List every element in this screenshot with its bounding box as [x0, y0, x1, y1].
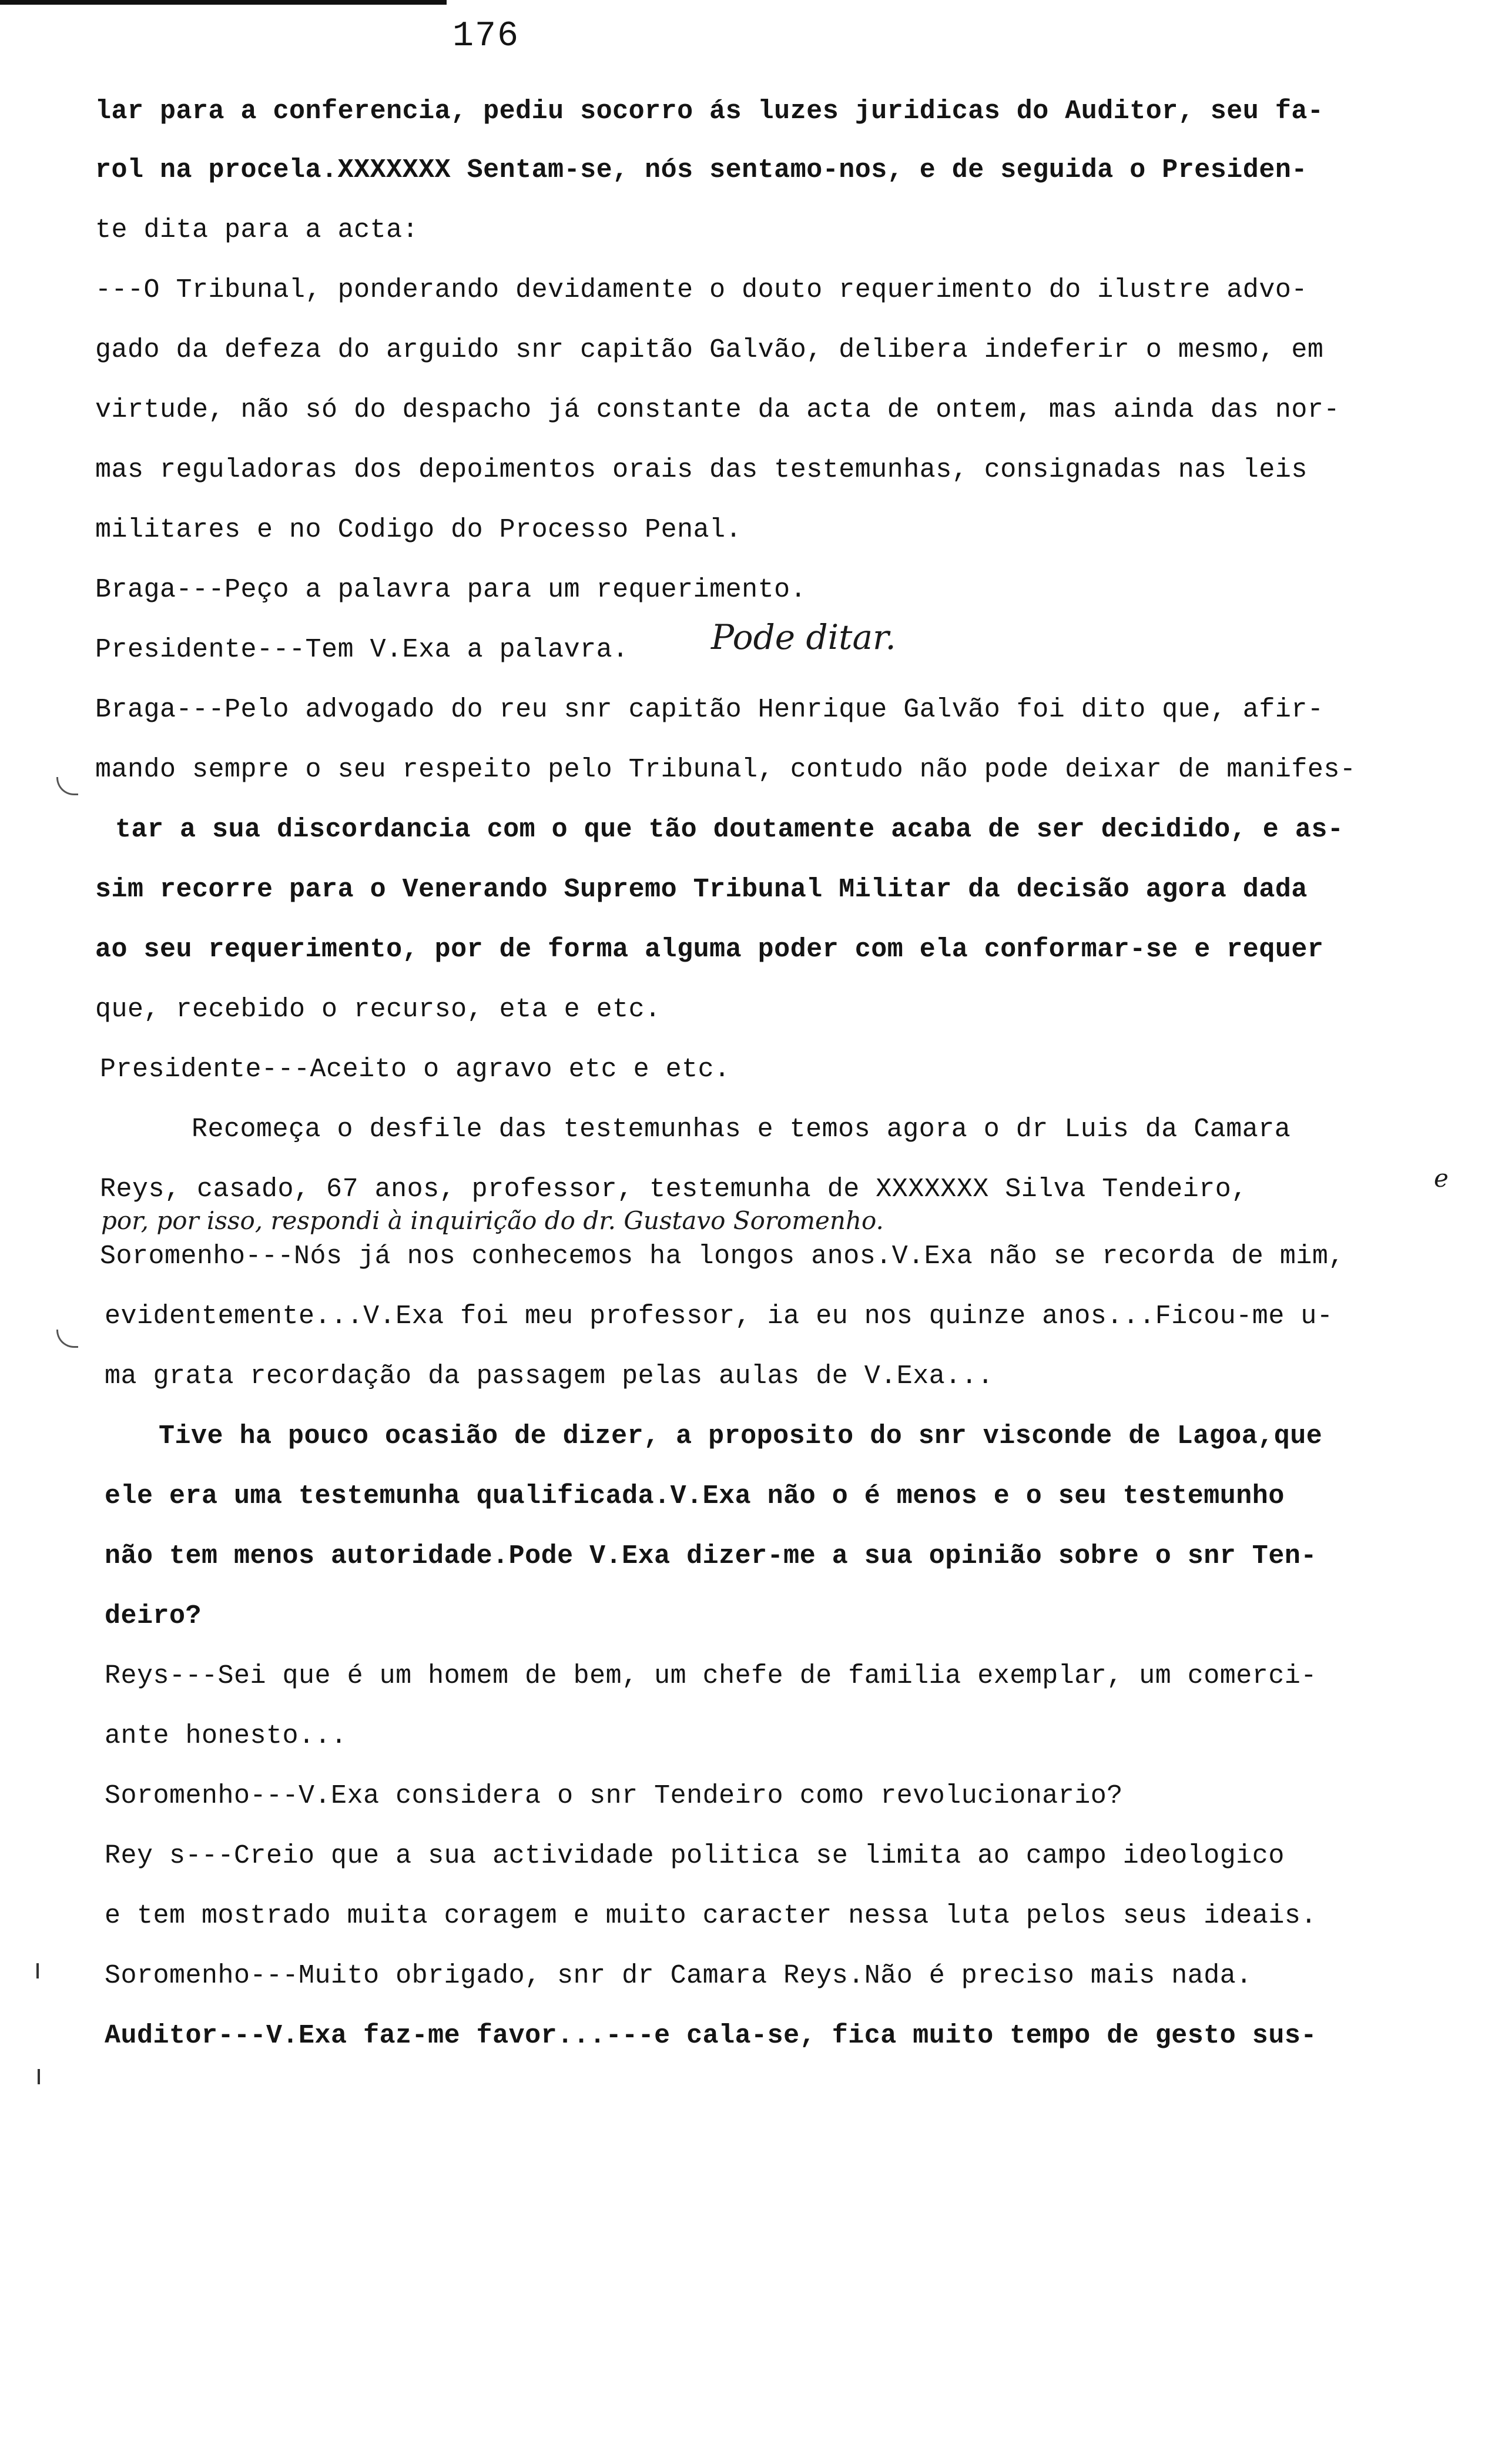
text-line: deiro?: [105, 1601, 202, 1631]
text-line: Reys---Sei que é um homem de bem, um chefe de familia exemplar, um comerci-: [105, 1661, 1317, 1691]
margin-mark: [56, 1330, 78, 1348]
text-line: Recomeça o desfile das testemunhas e temos agora o dr Luis da Camara: [192, 1114, 1291, 1144]
text-line: rol na procela.XXXXXXX Sentam-se, nós sentamo-nos, e de seguida o Presiden-: [95, 155, 1308, 185]
text-line: Rey s---Creio que a sua actividade politica se limita ao campo ideologico: [105, 1841, 1285, 1871]
text-line: Presidente---Tem V.Exa a palavra.: [95, 635, 629, 665]
handwritten-note-end: e: [1434, 1164, 1449, 1193]
text-line: tar a sua discordancia com o que tão doutamente acaba de ser decidido, e as-: [115, 815, 1344, 845]
text-line: lar para a conferencia, pediu socorro ás luzes juridicas do Auditor, seu fa-: [95, 96, 1324, 126]
text-line: ma grata recordação da passagem pelas aulas de V.Exa...: [105, 1361, 994, 1391]
handwritten-pode-ditar: Pode ditar.: [711, 617, 896, 657]
text-line: ---O Tribunal, ponderando devidamente o douto requerimento do ilustre advo-: [95, 275, 1308, 305]
text-line: Reys, casado, 67 anos, professor, testemunha de XXXXXXX Silva Tendeiro,: [100, 1174, 1248, 1204]
text-line: Soromenho---Muito obrigado, snr dr Camara Reys.Não é preciso mais nada.: [105, 1961, 1252, 1991]
text-line: ante honesto...: [105, 1721, 347, 1751]
text-line: e tem mostrado muita coragem e muito caracter nessa luta pelos seus ideais.: [105, 1901, 1317, 1931]
text-line: Tive ha pouco ocasião de dizer, a proposito do snr visconde de Lagoa,que: [159, 1421, 1323, 1451]
text-line: ele era uma testemunha qualificada.V.Exa não o é menos e o seu testemunho: [105, 1481, 1285, 1511]
text-line: mas reguladoras dos depoimentos orais das testemunhas, consignadas nas leis: [95, 455, 1308, 485]
text-line: mando sempre o seu respeito pelo Tribunal, contudo não pode deixar de manifes-: [95, 755, 1356, 785]
text-line: ao seu requerimento, por de forma alguma poder com ela conformar-se e requer: [95, 935, 1324, 965]
text-line: militares e no Codigo do Processo Penal.: [95, 515, 742, 545]
margin-dot: [36, 1963, 39, 1978]
text-line: Soromenho---Nós já nos conhecemos ha longos anos.V.Exa não se recorda de mim,: [100, 1241, 1345, 1271]
text-line: Braga---Pelo advogado do reu snr capitão Henrique Galvão foi dito que, afir-: [95, 695, 1324, 725]
text-line: Presidente---Aceito o agravo etc e etc.: [100, 1054, 730, 1084]
margin-dot: [38, 2069, 40, 2084]
handwritten-margin-note: por, por isso, respondi à inquirição do dr. Gustavo Soromenho.: [101, 1206, 884, 1235]
margin-mark: [56, 777, 78, 795]
text-line: Braga---Peço a palavra para um requerimento.: [95, 575, 807, 605]
page-number: 176: [452, 16, 520, 56]
text-line: virtude, não só do despacho já constante da acta de ontem, mas ainda das nor-: [95, 395, 1340, 425]
text-line: evidentemente...V.Exa foi meu professor, ia eu nos quinze anos...Ficou-me u-: [105, 1301, 1333, 1331]
text-line: que, recebido o recurso, eta e etc.: [95, 995, 661, 1025]
text-line: não tem menos autoridade.Pode V.Exa dizer-me a sua opinião sobre o snr Ten-: [105, 1541, 1317, 1571]
text-line: gado da defeza do arguido snr capitão Galvão, delibera indeferir o mesmo, em: [95, 335, 1324, 365]
top-rule: [0, 0, 447, 5]
text-line: Auditor---V.Exa faz-me favor...---e cala-se, fica muito tempo de gesto sus-: [105, 2021, 1317, 2051]
text-line: sim recorre para o Venerando Supremo Tribunal Militar da decisão agora dada: [95, 875, 1308, 905]
text-line: te dita para a acta:: [95, 215, 419, 245]
text-line: Soromenho---V.Exa considera o snr Tendeiro como revolucionario?: [105, 1781, 1123, 1811]
